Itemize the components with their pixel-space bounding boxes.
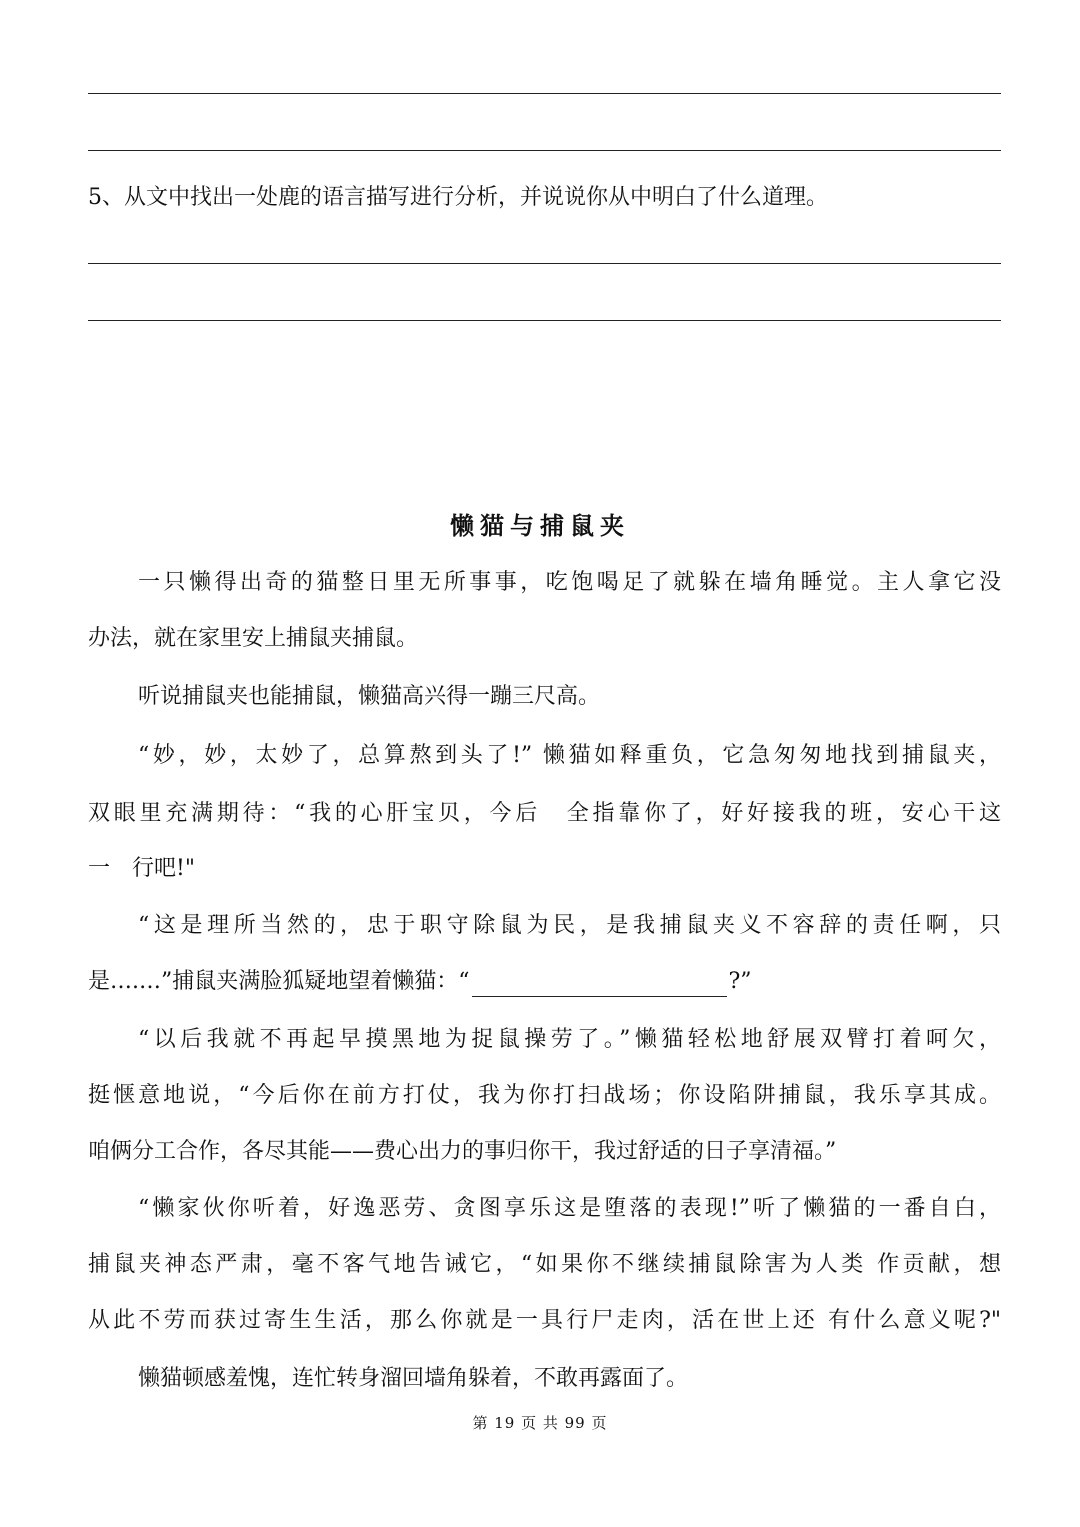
story-line: 办法，就在家里安上捕鼠夹捕鼠。: [88, 626, 419, 651]
answer-line: [88, 320, 1001, 321]
story-line: 咱俩分工合作，各尽其能——费心出力的事归你干，我过舒适的日子享清福。”: [88, 1139, 837, 1164]
story-line: 从此不劳而获过寄生生活，那么你就是一具行尸走肉，活在世上还 有什么意义呢?": [88, 1308, 1001, 1333]
story-line: “懒家伙你听着，好逸恶劳、贪图享乐这是堕落的表现!”听了懒猫的一番自白，: [138, 1196, 1001, 1221]
question-5: 5、从文中找出一处鹿的语言描写进行分析，并说说你从中明白了什么道理。: [88, 185, 828, 210]
story-text: 是….…”捕鼠夹满脸狐疑地望着懒猫：“: [88, 969, 470, 994]
story-text: ?”: [728, 969, 752, 994]
story-line: 捕鼠夹神态严肃，毫不客气地告诫它，“如果你不继续捕鼠除害为人类 作贡献，想: [88, 1252, 1001, 1277]
story-title: 懒猫与捕鼠夹: [450, 511, 630, 540]
answer-line: [88, 150, 1001, 151]
story-line: 一 行吧!": [88, 856, 195, 881]
answer-line: [88, 263, 1001, 264]
story-line: 听说捕鼠夹也能捕鼠，懒猫高兴得一蹦三尺高。: [138, 684, 601, 709]
story-line: 一只懒得出奇的猫整日里无所事事，吃饱喝足了就躲在墙角睡觉。主人拿它没: [138, 570, 1001, 595]
fill-in-blank[interactable]: [472, 976, 727, 997]
story-line: “以后我就不再起早摸黑地为捉鼠操劳了。”懒猫轻松地舒展双臂打着呵欠，: [138, 1027, 1001, 1052]
story-line: “这是理所当然的，忠于职守除鼠为民，是我捕鼠夹义不容辞的责任啊，只: [138, 913, 1001, 938]
story-line-with-blank: [88, 967, 1001, 997]
answer-line: [88, 93, 1001, 94]
page-footer: 第 19 页 共 99 页: [472, 1414, 608, 1432]
story-line: “妙，妙，太妙了，总算熬到头了!” 懒猫如释重负，它急匆匆地找到捕鼠夹，: [138, 743, 1001, 768]
story-line: 懒猫顿感羞愧，连忙转身溜回墙角躲着，不敢再露面了。: [138, 1366, 689, 1391]
story-line: 挺惬意地说，“今后你在前方打仗，我为你打扫战场；你设陷阱捕鼠，我乐享其成。: [88, 1083, 1001, 1108]
story-line: 双眼里充满期待：“我的心肝宝贝，今后 全指靠你了，好好接我的班，安心干这: [88, 801, 1001, 826]
